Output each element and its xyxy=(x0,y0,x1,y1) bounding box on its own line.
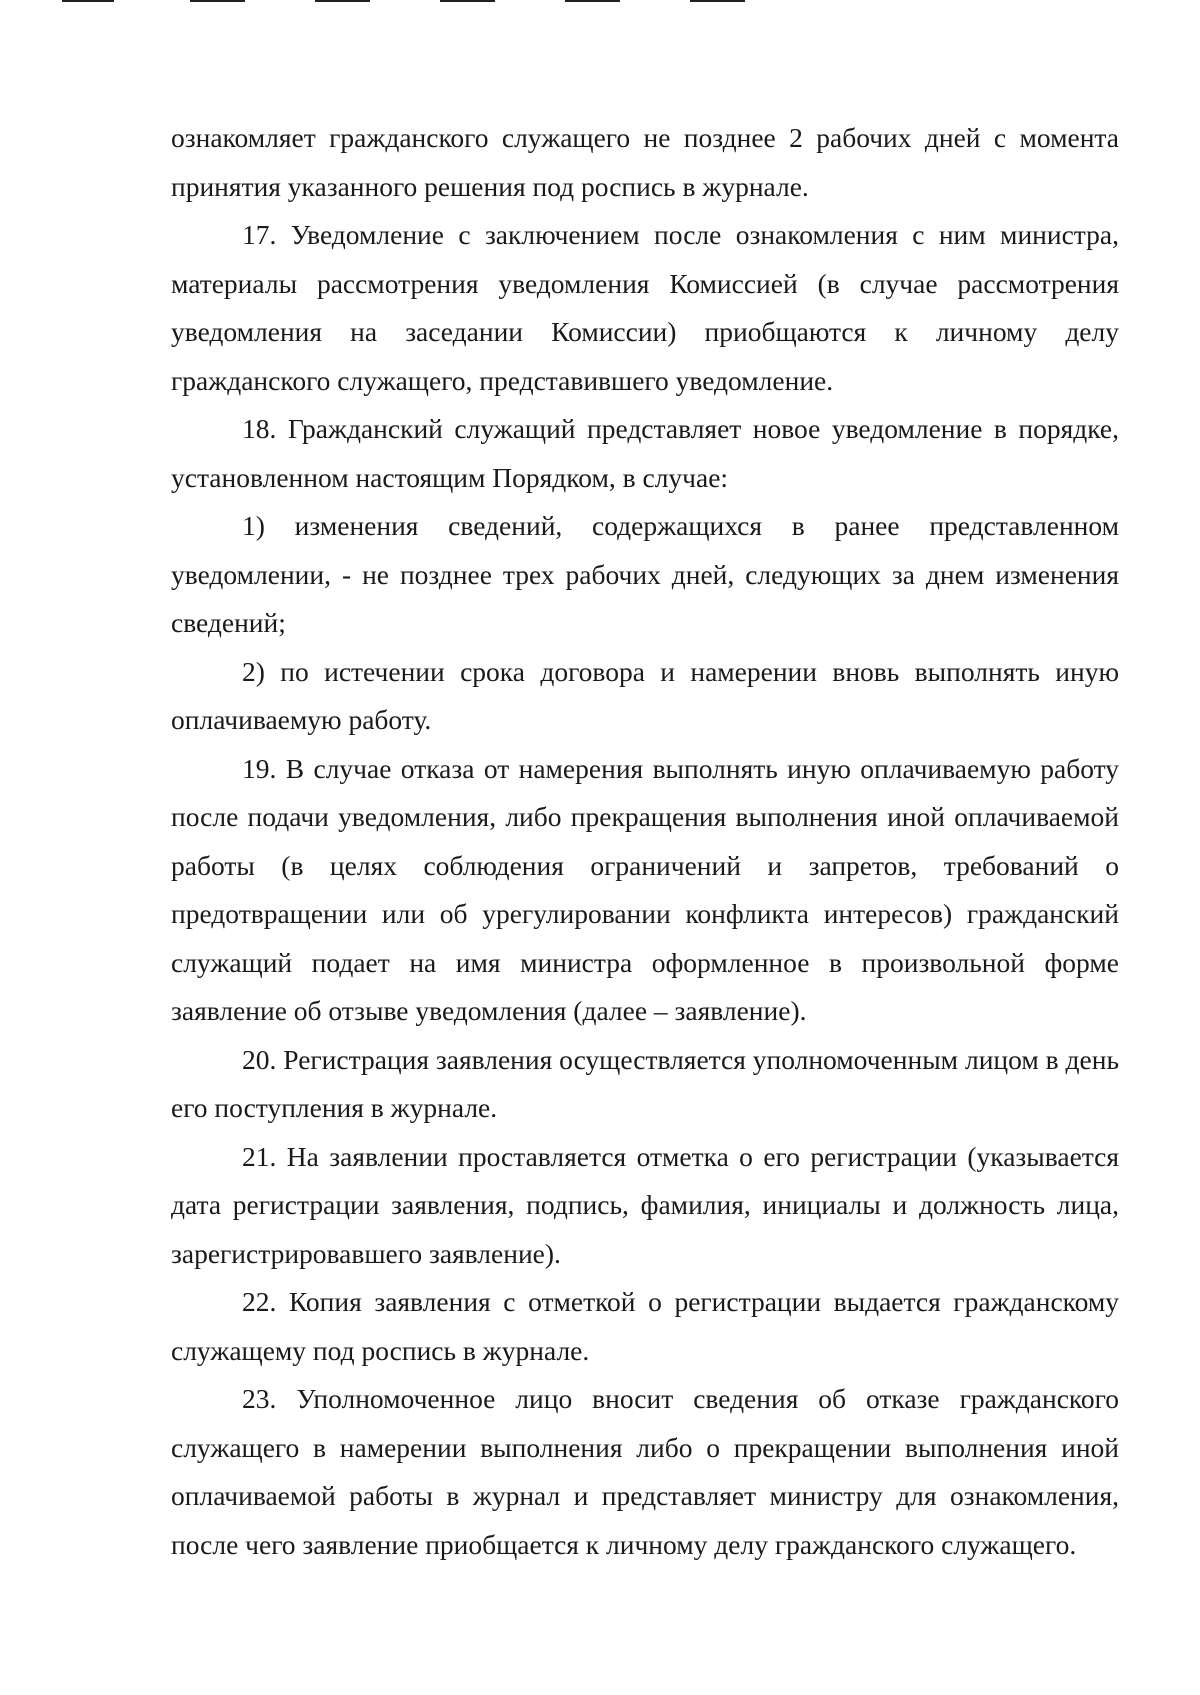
paragraph-18-item-1: 1) изменения сведений, содержащихся в ранее представленном уведомлении, - не позднее трех рабочих дней, следующих за днем изменения сведений; xyxy=(171,510,1119,638)
paragraph-16-continuation: ознакомляет гражданского служащего не позднее 2 рабочих дней с момента принятия указанного решения под роспись в журнале. xyxy=(171,122,1119,202)
scan-edge-mark xyxy=(62,0,114,2)
paragraph-22: 22. Копия заявления с отметкой о регистрации выдается гражданскому служащему под роспись в журнале. xyxy=(171,1286,1119,1366)
paragraph-19: 19. В случае отказа от намерения выполнять иную оплачиваемую работу после подачи уведомления, либо прекращения выполнения иной оплачиваемой работы (в целях соблюдения ограничений и запретов, требований о предотвращении или об урегулировании конфликта интересов) гражданский служащий подает на имя министра оформленное в произвольной форме заявление об отзыве уведомления (далее – заявление). xyxy=(171,752,1119,1026)
paragraph-21: 21. На заявлении проставляется отметка о его регистрации (указывается дата регистрации заявления, подпись, фамилия, инициалы и должность лица, зарегистрировавшего заявление). xyxy=(171,1140,1119,1269)
paragraph-20: 20. Регистрация заявления осуществляется уполномоченным лицом в день его поступления в журнале. xyxy=(171,1043,1119,1123)
scan-edge-mark xyxy=(190,0,245,2)
scan-edge-mark xyxy=(690,0,745,2)
document-body xyxy=(171,114,1119,1569)
paragraph-18: 18. Гражданский служащий представляет новое уведомление в порядке, установленном настоящим Порядком, в случае: xyxy=(171,413,1119,493)
scan-edge-mark xyxy=(565,0,620,2)
scan-edge-mark xyxy=(440,0,495,2)
paragraph-17: 17. Уведомление с заключением после ознакомления с ним министра, материалы рассмотрения уведомления Комиссией (в случае рассмотрения уведомления на заседании Комиссии) приобщаются к личному делу гражданского служащего, представившего уведомление. xyxy=(171,219,1119,396)
paragraph-23: 23. Уполномоченное лицо вносит сведения об отказе гражданского служащего в намерении выполнения либо о прекращении выполнения иной оплачиваемой работы в журнал и представляет министру для ознакомления, после чего заявление приобщается к личному делу гражданского служащего. xyxy=(171,1383,1119,1560)
paragraph-18-item-2: 2) по истечении срока договора и намерении вновь выполнять иную оплачиваемую работу. xyxy=(171,655,1119,735)
scan-edge-marks xyxy=(0,0,1200,6)
scan-edge-mark xyxy=(315,0,370,2)
